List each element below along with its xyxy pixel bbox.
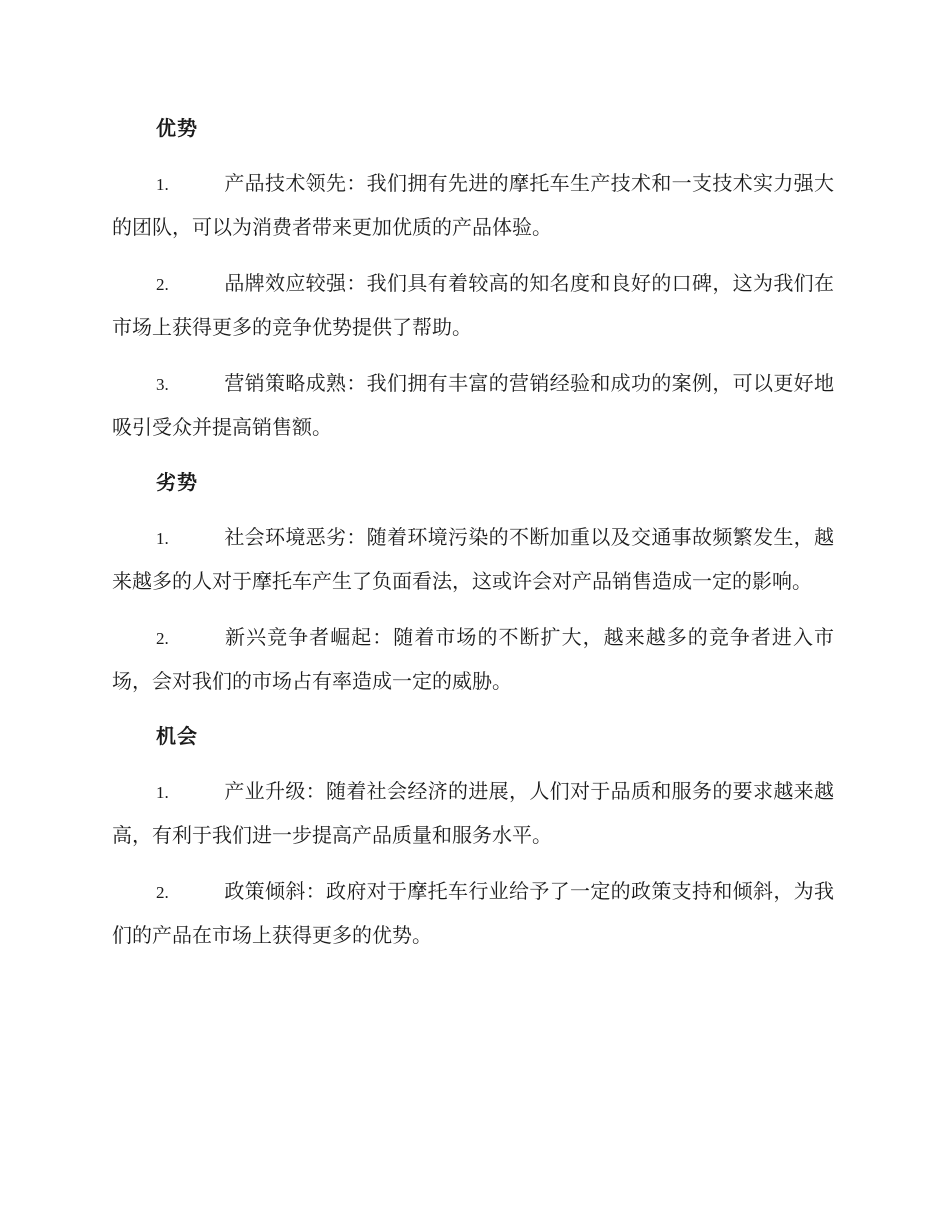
list-item — [112, 362, 834, 448]
item-number: 2. — [156, 275, 169, 294]
list-item — [112, 870, 834, 956]
item-text: 营销策略成熟：我们拥有丰富的营销经验和成功的案例，可以更好地吸引受众并提高销售额。 — [112, 371, 834, 439]
item-text: 品牌效应较强：我们具有着较高的知名度和良好的口碑，这为我们在市场上获得更多的竞争优势提供了帮助。 — [112, 271, 834, 339]
section-opportunities — [112, 716, 834, 956]
section-heading: 优势 — [156, 116, 198, 140]
list-item — [112, 516, 834, 602]
list-item — [112, 162, 834, 248]
section-heading: 机会 — [156, 724, 198, 748]
section-weaknesses — [112, 462, 834, 702]
list-item — [112, 770, 834, 856]
item-text: 产业升级：随着社会经济的进展，人们对于品质和服务的要求越来越高，有利于我们进一步提高产品质量和服务水平。 — [112, 779, 834, 847]
section-heading: 劣势 — [156, 470, 198, 494]
item-text: 新兴竞争者崛起：随着市场的不断扩大，越来越多的竞争者进入市场，会对我们的市场占有率造成一定的威胁。 — [112, 625, 834, 693]
item-text: 政策倾斜：政府对于摩托车行业给予了一定的政策支持和倾斜，为我们的产品在市场上获得更多的优势。 — [112, 879, 834, 947]
item-number: 1. — [156, 783, 169, 802]
list-item — [112, 616, 834, 702]
list-item — [112, 262, 834, 348]
document-page — [112, 108, 834, 970]
item-text: 产品技术领先：我们拥有先进的摩托车生产技术和一支技术实力强大的团队，可以为消费者带来更加优质的产品体验。 — [112, 171, 834, 239]
item-text: 社会环境恶劣：随着环境污染的不断加重以及交通事故频繁发生，越来越多的人对于摩托车产生了负面看法，这或许会对产品销售造成一定的影响。 — [112, 525, 834, 593]
item-number: 1. — [156, 529, 169, 548]
item-number: 3. — [156, 375, 169, 394]
item-number: 2. — [156, 883, 169, 902]
item-number: 2. — [156, 629, 169, 648]
item-number: 1. — [156, 175, 169, 194]
section-strengths — [112, 108, 834, 448]
